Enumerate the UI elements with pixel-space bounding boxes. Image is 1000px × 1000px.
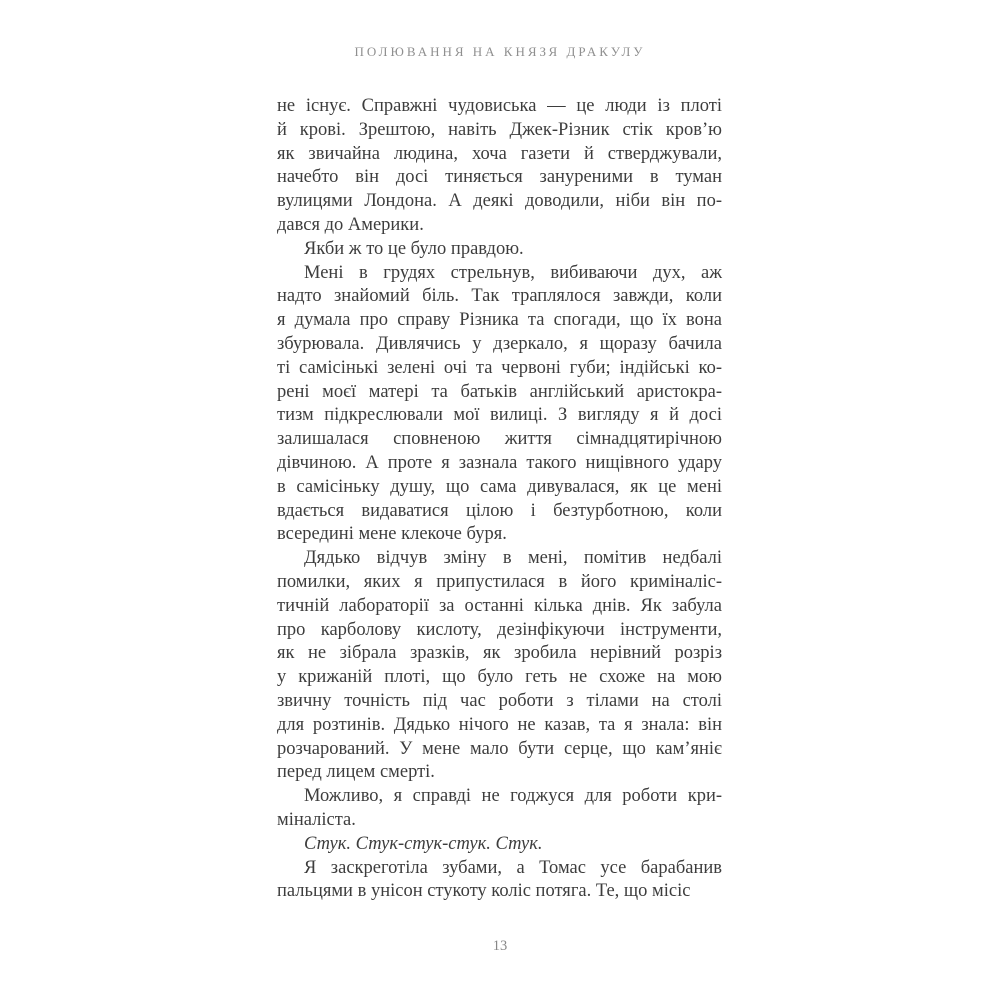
- text-line: Стук. Стук-стук-стук. Стук.: [304, 833, 543, 854]
- text-line: рені моєї матері та батьків англійський аристокра-: [277, 381, 722, 402]
- text-line: як звичайна людина, хоча газети й стверджували,: [277, 143, 722, 164]
- body-text-block: [277, 95, 722, 904]
- text-line: дався до Америки.: [277, 214, 424, 235]
- text-line: Якби ж то це було правдою.: [304, 238, 524, 259]
- text-line: звичну точність під час роботи з тілами на столі: [277, 690, 722, 711]
- paragraph: [277, 785, 722, 833]
- text-line: у крижаній плоті, що було геть не схоже на мою: [277, 667, 722, 688]
- paragraph: [277, 857, 722, 905]
- running-header: ПОЛЮВАННЯ НА КНЯЗЯ ДРАКУЛУ: [354, 44, 646, 59]
- text-line: про карболову кислоту, дезінфікуючи інструменти,: [277, 619, 722, 640]
- text-line: залишалася сповненою життя сімнадцятирічною: [277, 429, 722, 450]
- text-line: для розтинів. Дядько нічого не казав, та я знала: він: [277, 714, 722, 735]
- text-line: й крові. Зрештою, навіть Джек-Різник стік кров’ю: [277, 119, 722, 140]
- text-line: пальцями в унісон стукоту коліс потяга. Те, що місіс: [277, 881, 691, 902]
- paragraph: [277, 95, 722, 238]
- text-line: всередині мене клекоче буря.: [277, 524, 507, 545]
- text-line: ті самісінькі зелені очі та червоні губи; індійські ко-: [277, 357, 722, 378]
- text-line: вулицями Лондона. А деякі доводили, ніби він по-: [277, 191, 722, 212]
- text-line: начебто він досі тиняється зануреними в туман: [277, 167, 722, 188]
- text-line: дівчиною. А проте я зазнала такого нищівного удару: [277, 452, 722, 473]
- text-line: в самісіньку душу, що сама дивувалася, як це мені: [277, 476, 722, 497]
- paragraph: [277, 238, 722, 262]
- text-line: тичній лабораторії за останні кілька днів. Як забула: [277, 595, 722, 616]
- text-line: перед лицем смерті.: [277, 762, 435, 783]
- paragraph: [277, 547, 722, 785]
- paragraph: [277, 833, 722, 857]
- text-line: Можливо, я справді не годжуся для роботи кри-: [304, 786, 722, 807]
- text-line: не існує. Справжні чудовиська — це люди із плоті: [277, 96, 722, 116]
- text-line: міналіста.: [277, 809, 356, 830]
- text-line: Я заскреготіла зубами, а Томас усе барабанив: [304, 857, 722, 878]
- text-line: розчарований. У мене мало бути серце, що кам’яніє: [277, 738, 722, 759]
- text-line: помилки, яких я припустилася в його криміналіс-: [277, 571, 722, 592]
- page-number: 13: [492, 938, 508, 954]
- text-line: вдається видаватися цілою і безтурботною, коли: [277, 500, 722, 521]
- text-line: збурювала. Дивлячись у дзеркало, я щоразу бачила: [277, 333, 722, 354]
- text-line: Мені в грудях стрельнув, вибиваючи дух, аж: [304, 262, 722, 283]
- text-line: надто знайомий біль. Так траплялося завжди, коли: [277, 286, 722, 307]
- text-line: я думала про справу Різника та спогади, що їх вона: [277, 310, 722, 331]
- text-line: Дядько відчув зміну в мені, помітив недбалі: [304, 548, 722, 569]
- paragraph: [277, 262, 722, 548]
- text-line: тизм підкреслювали мої вилиці. З вигляду я й досі: [277, 405, 722, 426]
- text-line: як не зібрала зразків, як зробила нерівний розріз: [277, 643, 722, 664]
